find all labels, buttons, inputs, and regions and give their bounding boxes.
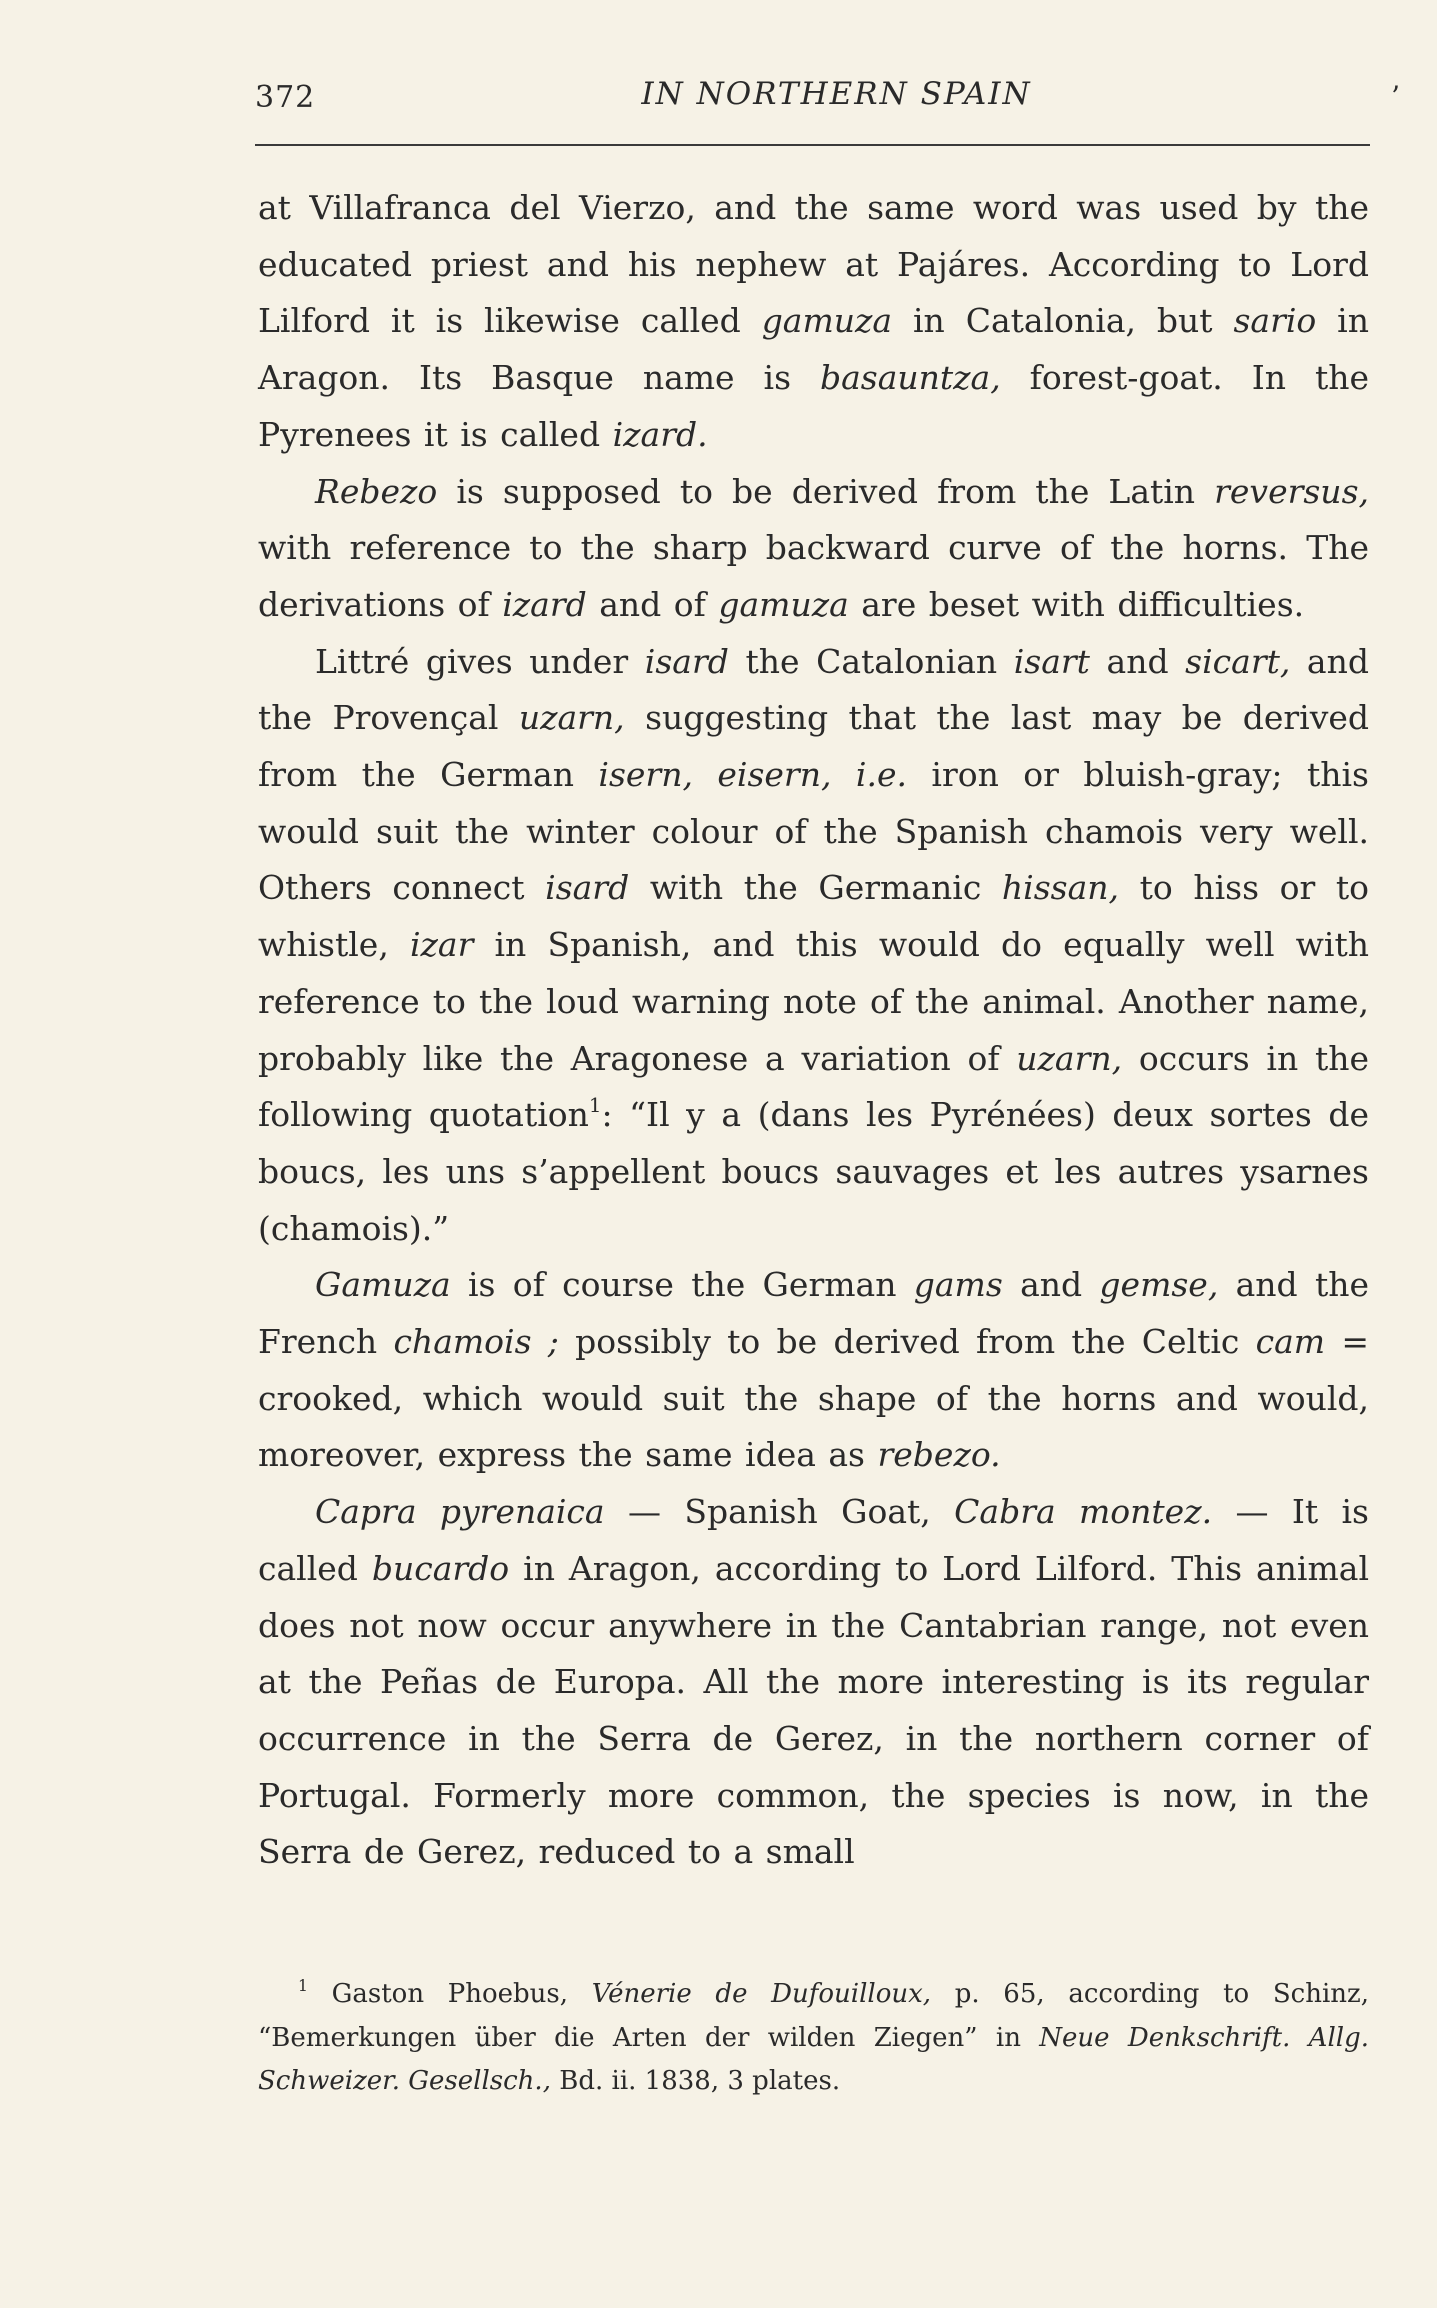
page-mark: ’	[1391, 80, 1400, 113]
body-text	[258, 180, 1369, 1881]
paragraph-5: Capra pyrenaica — Spanish Goat, Cabra montez. — It is called bucardo in Aragon, according to Lord Lilford. This animal does not now occur anywhere in the Cantabrian range, not even at the Peñas de Europa. All the more interesting is its regular occurrence in the Serra de Gerez, in the northern corner of Portugal. Formerly more common, the species is now, in the Serra de Gerez, reduced to a small	[258, 1492, 1369, 1872]
page-number: 372	[255, 80, 316, 115]
paragraph-1: at Villafranca del Vierzo, and the same word was used by the educated priest and his nephew at Pajáres. According to Lord Lilford it is likewise called gamuza in Catalonia, but sario in Aragon. Its Basque name is basauntza, forest-goat. In the Pyrenees it is called izard.	[258, 188, 1370, 454]
paragraph-3: Littré gives under isard the Catalonian isart and sicart, and the Provençal uzarn, suggesting that the last may be derived from the German isern, eisern, i.e. iron or bluish-gray; this would suit the winter colour of the Spanish chamois very well. Others connect isard with the Germanic hissan, to hiss or to whistle, izar in Spanish, and this would do equally well with reference to the loud warning note of the animal. Another name, probably like the Aragonese a variation of uzarn, occurs in the following quotation$^1$: “Il y a (dans les Pyrénées) deux sortes de boucs, les uns s’appellent boucs sauvages et les autres ysarnes (chamois).”	[258, 641, 1369, 1248]
running-head: IN NORTHERN SPAIN	[641, 76, 1032, 112]
header-rule	[255, 144, 1370, 146]
footnote-marker: 1	[588, 1094, 602, 1118]
footnote-number: 1	[298, 1977, 308, 1996]
paragraph-2: Rebezo is supposed to be derived from the Latin reversus, with reference to the sharp backward curve of the horns. The derivations of izard and of gamuza are beset with difficulties.	[258, 471, 1369, 624]
paragraph-4: Gamuza is of course the German gams and gemse, and the French chamois ; possibly to be derived from the Celtic cam = crooked, which would suit the shape of the horns and would, moreover, express the same idea as rebezo.	[258, 1265, 1370, 1475]
page-header	[255, 72, 1400, 122]
footnote: $^1$ Gaston Phoebus, Vénerie de Dufouilloux, p. 65, according to Schinz, “Bemerkungen über die Arten der wilden Ziegen” in Neue Denkschrift. Allg. Schweizer. Gesellsch., Bd. ii. 1838, 3 plates.	[258, 1977, 1369, 2096]
